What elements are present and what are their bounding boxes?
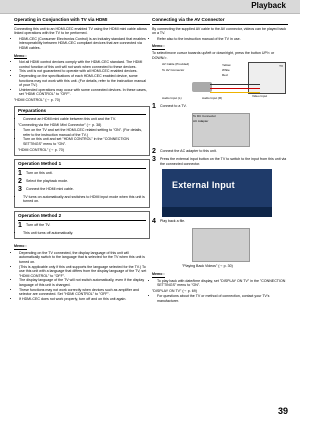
screen-bar <box>162 207 272 217</box>
av-cable-label: AV Cable (Provided) <box>162 62 190 67</box>
av-memo-list-2 <box>152 294 288 303</box>
memo-item: • (This is applicable only if this unit supports the language selected for the TV.) To use this unit with a language that differs from the display language of the TV, set "HDMI CONTROL" to "OFF". <box>19 265 150 279</box>
av-memo: To select/move cursor towards up/left or down/right, press the button UP/< or DOWN/>. <box>152 50 275 60</box>
preparations-list <box>18 117 146 122</box>
white-label: White <box>222 68 230 73</box>
memo-label: Memo : <box>14 53 27 58</box>
step-text: Connect to a TV. <box>160 104 187 109</box>
external-input-screen <box>162 169 272 217</box>
playback-illustration <box>192 228 250 262</box>
cable-line <box>210 84 260 85</box>
av-memo-list <box>152 279 288 288</box>
yellow-label: Yellow <box>222 63 231 68</box>
red-label: Red <box>222 73 228 78</box>
prep-item: • Turn on this unit and set "HDMI CONTROL" in the "CONNECTION SETTINGS" menu to "ON". <box>23 137 146 146</box>
prep-link[interactable]: "Connecting via the HDMI Mini Connector" (☞ p. 38) <box>18 122 102 127</box>
step-text: Press the external input button on the TV to switch to the input from this unit via the connected connector. <box>160 157 287 166</box>
memo-item: • To play back with date/time display, set "DISPLAY ON TV" in the "CONNECTION SETTINGS" menu to "ON". <box>157 279 288 288</box>
playback-link[interactable]: "Playing Back Videos" (☞ p. 30) <box>182 264 233 269</box>
preparations-box <box>14 106 150 157</box>
section-heading-hdmi: Operating in Conjunction with TV via HDMI <box>14 18 150 25</box>
step-4: 4 Play back a file. <box>152 218 186 226</box>
ac-label: AC Adapter <box>193 118 209 123</box>
step-text: Connect the HDMI mini cable. <box>26 186 74 191</box>
step-1: 1 Turn off the TV. <box>18 221 51 229</box>
left-column <box>14 18 150 302</box>
step-1: 1 Connect to a TV. <box>152 103 187 111</box>
op2-notes <box>18 231 146 236</box>
memo-item: • Unintended operations may occur with some connected devices. In these cases, set "HDMI CONTROL" to "OFF". <box>19 88 150 97</box>
hdmi-intro: Connecting this unit to an HDMI-CEC enabled TV using the HDMI mini cable allows linked operations with the TV to be performed. <box>14 26 147 36</box>
step-2: 2 Select the playback mode. <box>18 177 69 185</box>
av-bullet: • Refer also to the instruction manual of the TV in use. <box>157 37 288 42</box>
ac-adapter-illustration <box>192 113 250 147</box>
hdmi-bullets <box>14 37 150 51</box>
step-text: Select the playback mode. <box>26 178 69 183</box>
memo-item: • Depending on the TV connected, the display language of this unit will automatically switch to the language that is selected for the TV when this unit is turned on. <box>19 251 150 265</box>
preparations-heading: Preparations <box>18 109 146 116</box>
camera-illustration <box>192 82 212 92</box>
cable-line <box>210 88 260 89</box>
hdmi-memo-list <box>14 60 150 97</box>
tv-illustration <box>248 62 286 94</box>
memo-item: • These functions may not work correctly when devices such as amplifier and selector are connected. Set "HDMI CONTROL" to "OFF". <box>19 288 150 297</box>
dc-label: To DC Connector <box>193 114 217 119</box>
operation-method-2 <box>14 211 150 239</box>
memo-link[interactable]: "HDMI CONTROL" (☞ p. 70) <box>14 97 60 102</box>
memo-item: • If HDMI-CEC does not work properly, turn off and on this unit again. <box>19 297 150 302</box>
right-column <box>152 18 288 305</box>
section-title: Playback <box>251 1 286 10</box>
tv-label: TV <box>279 64 283 69</box>
video-input-label: Video Input <box>252 94 268 99</box>
memo-item: • For questions about the TV or method of connection, contact your TV's manufacturer. <box>157 294 288 303</box>
prep-link[interactable]: "HDMI CONTROL" (☞ p. 70) <box>18 147 64 152</box>
step-text: Turn off the TV. <box>26 222 51 227</box>
memo-item: • This unit is not guaranteed to operate with all HDMI-CEC enabled devices. <box>19 69 150 74</box>
memo-label: Memo : <box>152 271 165 276</box>
op2-heading: Operation Method 2 <box>18 214 146 221</box>
av-intro: By connecting the supplied AV cable to the AV connector, videos can be played back on a TV. <box>152 26 287 36</box>
memo-item: • Depending on the specifications of each HDMI-CEC enabled device, some functions may not work with this unit. (For details, refer to the instruction manual of your TV.) <box>19 74 150 88</box>
op1-notes <box>18 195 146 204</box>
memo-item: • Not all HDMI control devices comply with the HDMI-CEC standard. The HDMI control function of this unit will not work when connected to these devices. <box>19 60 150 69</box>
operation-method-1 <box>14 159 150 208</box>
step-text: Turn on this unit. <box>26 170 53 175</box>
preparations-list-2 <box>18 128 146 146</box>
step-3: 3 Press the external input button on the TV to switch to the input from this unit via the connected connector. <box>152 156 287 166</box>
page-number: 39 <box>277 406 288 416</box>
step-3: 3 Connect the HDMI mini cable. <box>18 185 74 193</box>
hdmi-bullet: • HDMI-CEC (Consumer Electronics Control) is an industry standard that enables interoperability between HDMI-CEC compliant devices that are connected via HDMI cables. <box>19 37 150 51</box>
op2-note: • This unit turns off automatically. <box>23 231 146 236</box>
memo-label: Memo : <box>14 244 27 249</box>
connection-diagram <box>162 62 288 102</box>
prep-item: • Turn on the TV and set the HDMI-CEC related setting to "ON". (For details, refer to the instruction manual of the TV.) <box>23 128 146 137</box>
step-1: 1 Turn on this unit. <box>18 169 53 177</box>
section-heading-av: Connecting via the AV Connector <box>152 18 288 25</box>
cable-line <box>210 92 260 93</box>
op2-memo-list <box>14 251 150 302</box>
prep-item: • Connect an HDMI mini cable between this unit and the TV. <box>23 117 146 122</box>
step-2: 2 Connect the AC adapter to this unit. <box>152 148 217 156</box>
memo-label: Memo : <box>152 44 165 49</box>
step-text: Play back a file. <box>160 219 186 224</box>
memo-link[interactable]: "DISPLAY ON TV" (☞ p. 69) <box>152 288 197 293</box>
page-header <box>0 0 300 14</box>
memo-item: • The display language of the TV will not switch automatically, even if the display language of this unit is changed. <box>19 278 150 287</box>
av-bullets <box>152 37 288 42</box>
av-connector-label: To AV Connector <box>162 68 185 73</box>
op1-heading: Operation Method 1 <box>18 162 146 169</box>
audio-l-label: Audio Input (L) <box>162 96 182 101</box>
step-text: Connect the AC adapter to this unit. <box>160 149 217 154</box>
op1-note: • TV turns on automatically and switches to HDMI input mode when this unit is turned on. <box>23 195 146 204</box>
screen-title: External Input <box>172 180 235 191</box>
audio-r-label: Audio Input (R) <box>202 96 223 101</box>
